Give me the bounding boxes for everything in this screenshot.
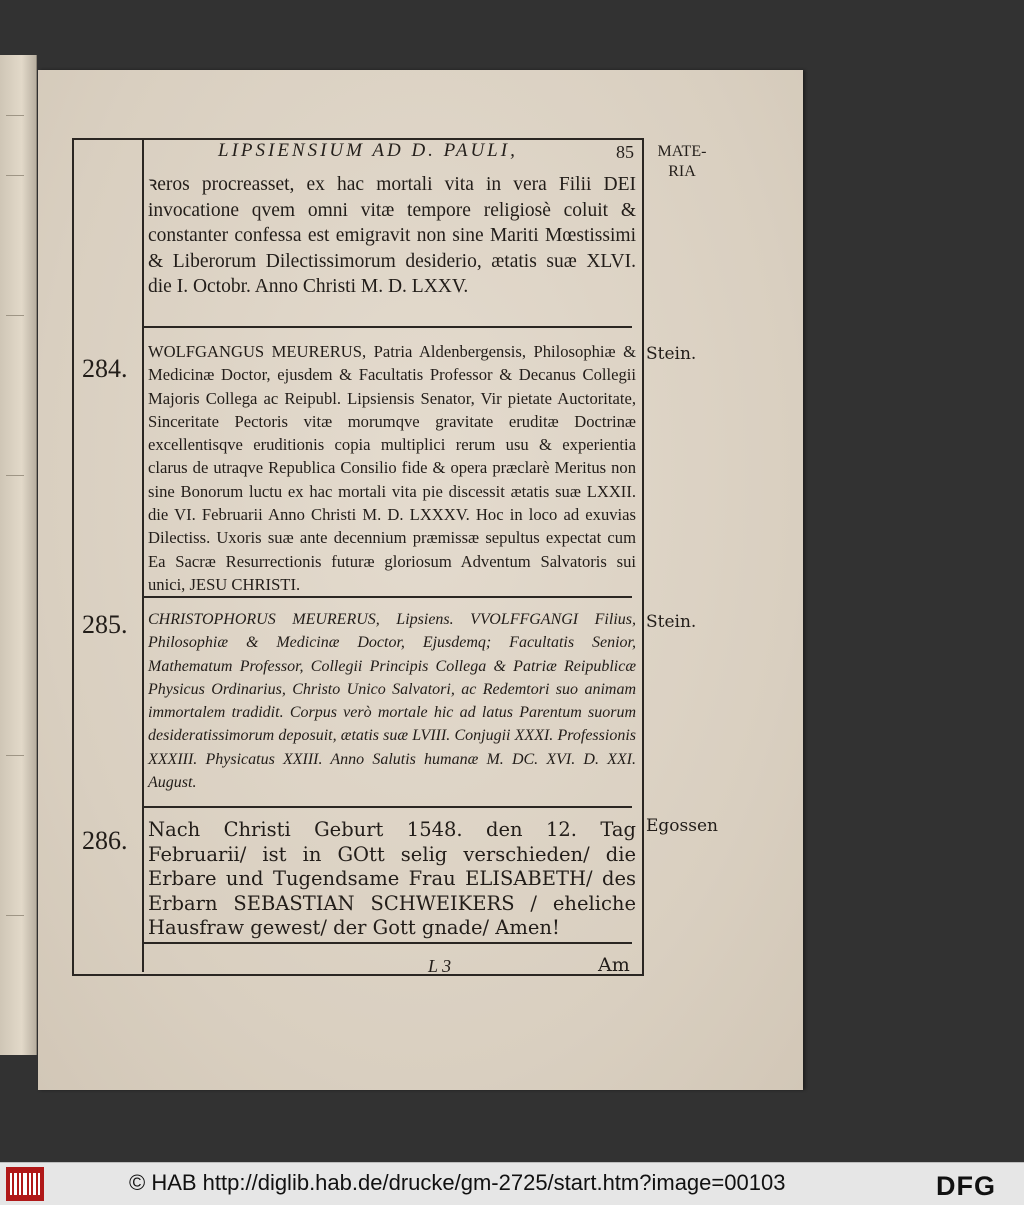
- dfg-logo: DFG: [936, 1171, 996, 1201]
- page-number: 85: [616, 142, 634, 162]
- materia-header: [644, 142, 720, 182]
- material-284: Stein.: [646, 344, 697, 364]
- epitaph-286-text: Nach Christi Geburt 1548. den 12. Tag Februarii/ ist in GOtt selig verschieden/ die Erbare und Tugendsame Frau ELISABETH/ des Erbarn SEBASTIAN SCHWEIKERS / eheliche Hausfraw gewest/ der Gott gnade/ Amen!: [148, 818, 636, 939]
- facing-page-edge: [0, 55, 37, 1055]
- barcode-icon: [6, 1167, 44, 1201]
- entry-number-284: 284.: [82, 354, 128, 383]
- materia-header-line-2: RIA: [668, 163, 696, 180]
- entry-rule-3: [142, 806, 632, 808]
- column-rule-left: [142, 140, 144, 972]
- footer-bar: [0, 1162, 1024, 1205]
- entry-number-286: 286.: [82, 826, 128, 855]
- epitaph-284-text: WOLFGANGUS MEURERUS, Patria Aldenbergensis, Philosophiæ & Medicinæ Doctor, ejusdem & Facultatis Professor & Decanus Collegii Majoris Collega ac Reipubl. Lipsiensis Senator, Vir pietate Auctoritate, Sinceritate Pectoris vitæ morumqve gravitate eruditæ Doctrinæ excellentisqve eruditionis copia multiplici rerum usu & experientia clarus de utraqve Republica Consilio fide & opera præclarè Meritus non sine Bonorum luctu ex hac mortali vita pie discessit ætatis suæ LXXII. die VI. Februarii Anno Christi M. D. LXXXV. Hoc in loco ad exuvias Dilectiss. Uxoris suæ ante decennium præmissæ sepultus expectat cum Ea Sacræ Resurrectionis futuræ gloriosum Adventum Salvatoris sui unici, JESU CHRISTI.: [148, 342, 636, 594]
- continued-epitaph-text: ꝛeros procreasset, ex hac mortali vita in vera Filii DEI invocatione qvem omni vitæ tempore religiosè coluit & constanter confessa est emigravit non sine Mariti Mœstissimi & Liberorum Dilectissimorum desiderio, ætatis suæ XLVI. die I. Octobr. Anno Christi M. D. LXXV.: [148, 174, 636, 297]
- entry-rule-1: [142, 326, 632, 328]
- entry-rule-2: [142, 596, 632, 598]
- material-285: Stein.: [646, 612, 697, 632]
- entry-rule-4: [142, 942, 632, 944]
- entry-number-285: 285.: [82, 610, 128, 639]
- material-286: Egossen: [646, 816, 718, 836]
- running-head: LIPSIENSIUM AD D. PAULI,: [218, 140, 518, 161]
- copyright-link[interactable]: © HAB http://diglib.hab.de/drucke/gm-2725/start.htm?image=00103: [129, 1170, 786, 1195]
- signature-mark: L 3: [428, 956, 452, 976]
- epitaph-285-text: CHRISTOPHORUS MEURERUS, Lipsiens. VVOLFFGANGI Filius, Philosophiæ & Medicinæ Doctor, Ejusdemq; Facultatis Senior, Mathematum Professor, Collegii Principis Collega & Patriæ Reipublicæ Physicus Ordinarius, Christo Unico Salvatori, ac Redemtori suo animam immortalem tradidit. Corpus verò mortale hic ad latus Parentum suorum desideratissimorum deposuit, ætatis suæ LVIII. Conjugii XXXI. Professionis XXXIII. Physicatus XXIII. Anno Salutis humanæ M. DC. XVI. D. XXI. August.: [148, 611, 636, 792]
- catchword: Am: [598, 954, 630, 976]
- materia-header-line-1: MATE-: [657, 143, 707, 160]
